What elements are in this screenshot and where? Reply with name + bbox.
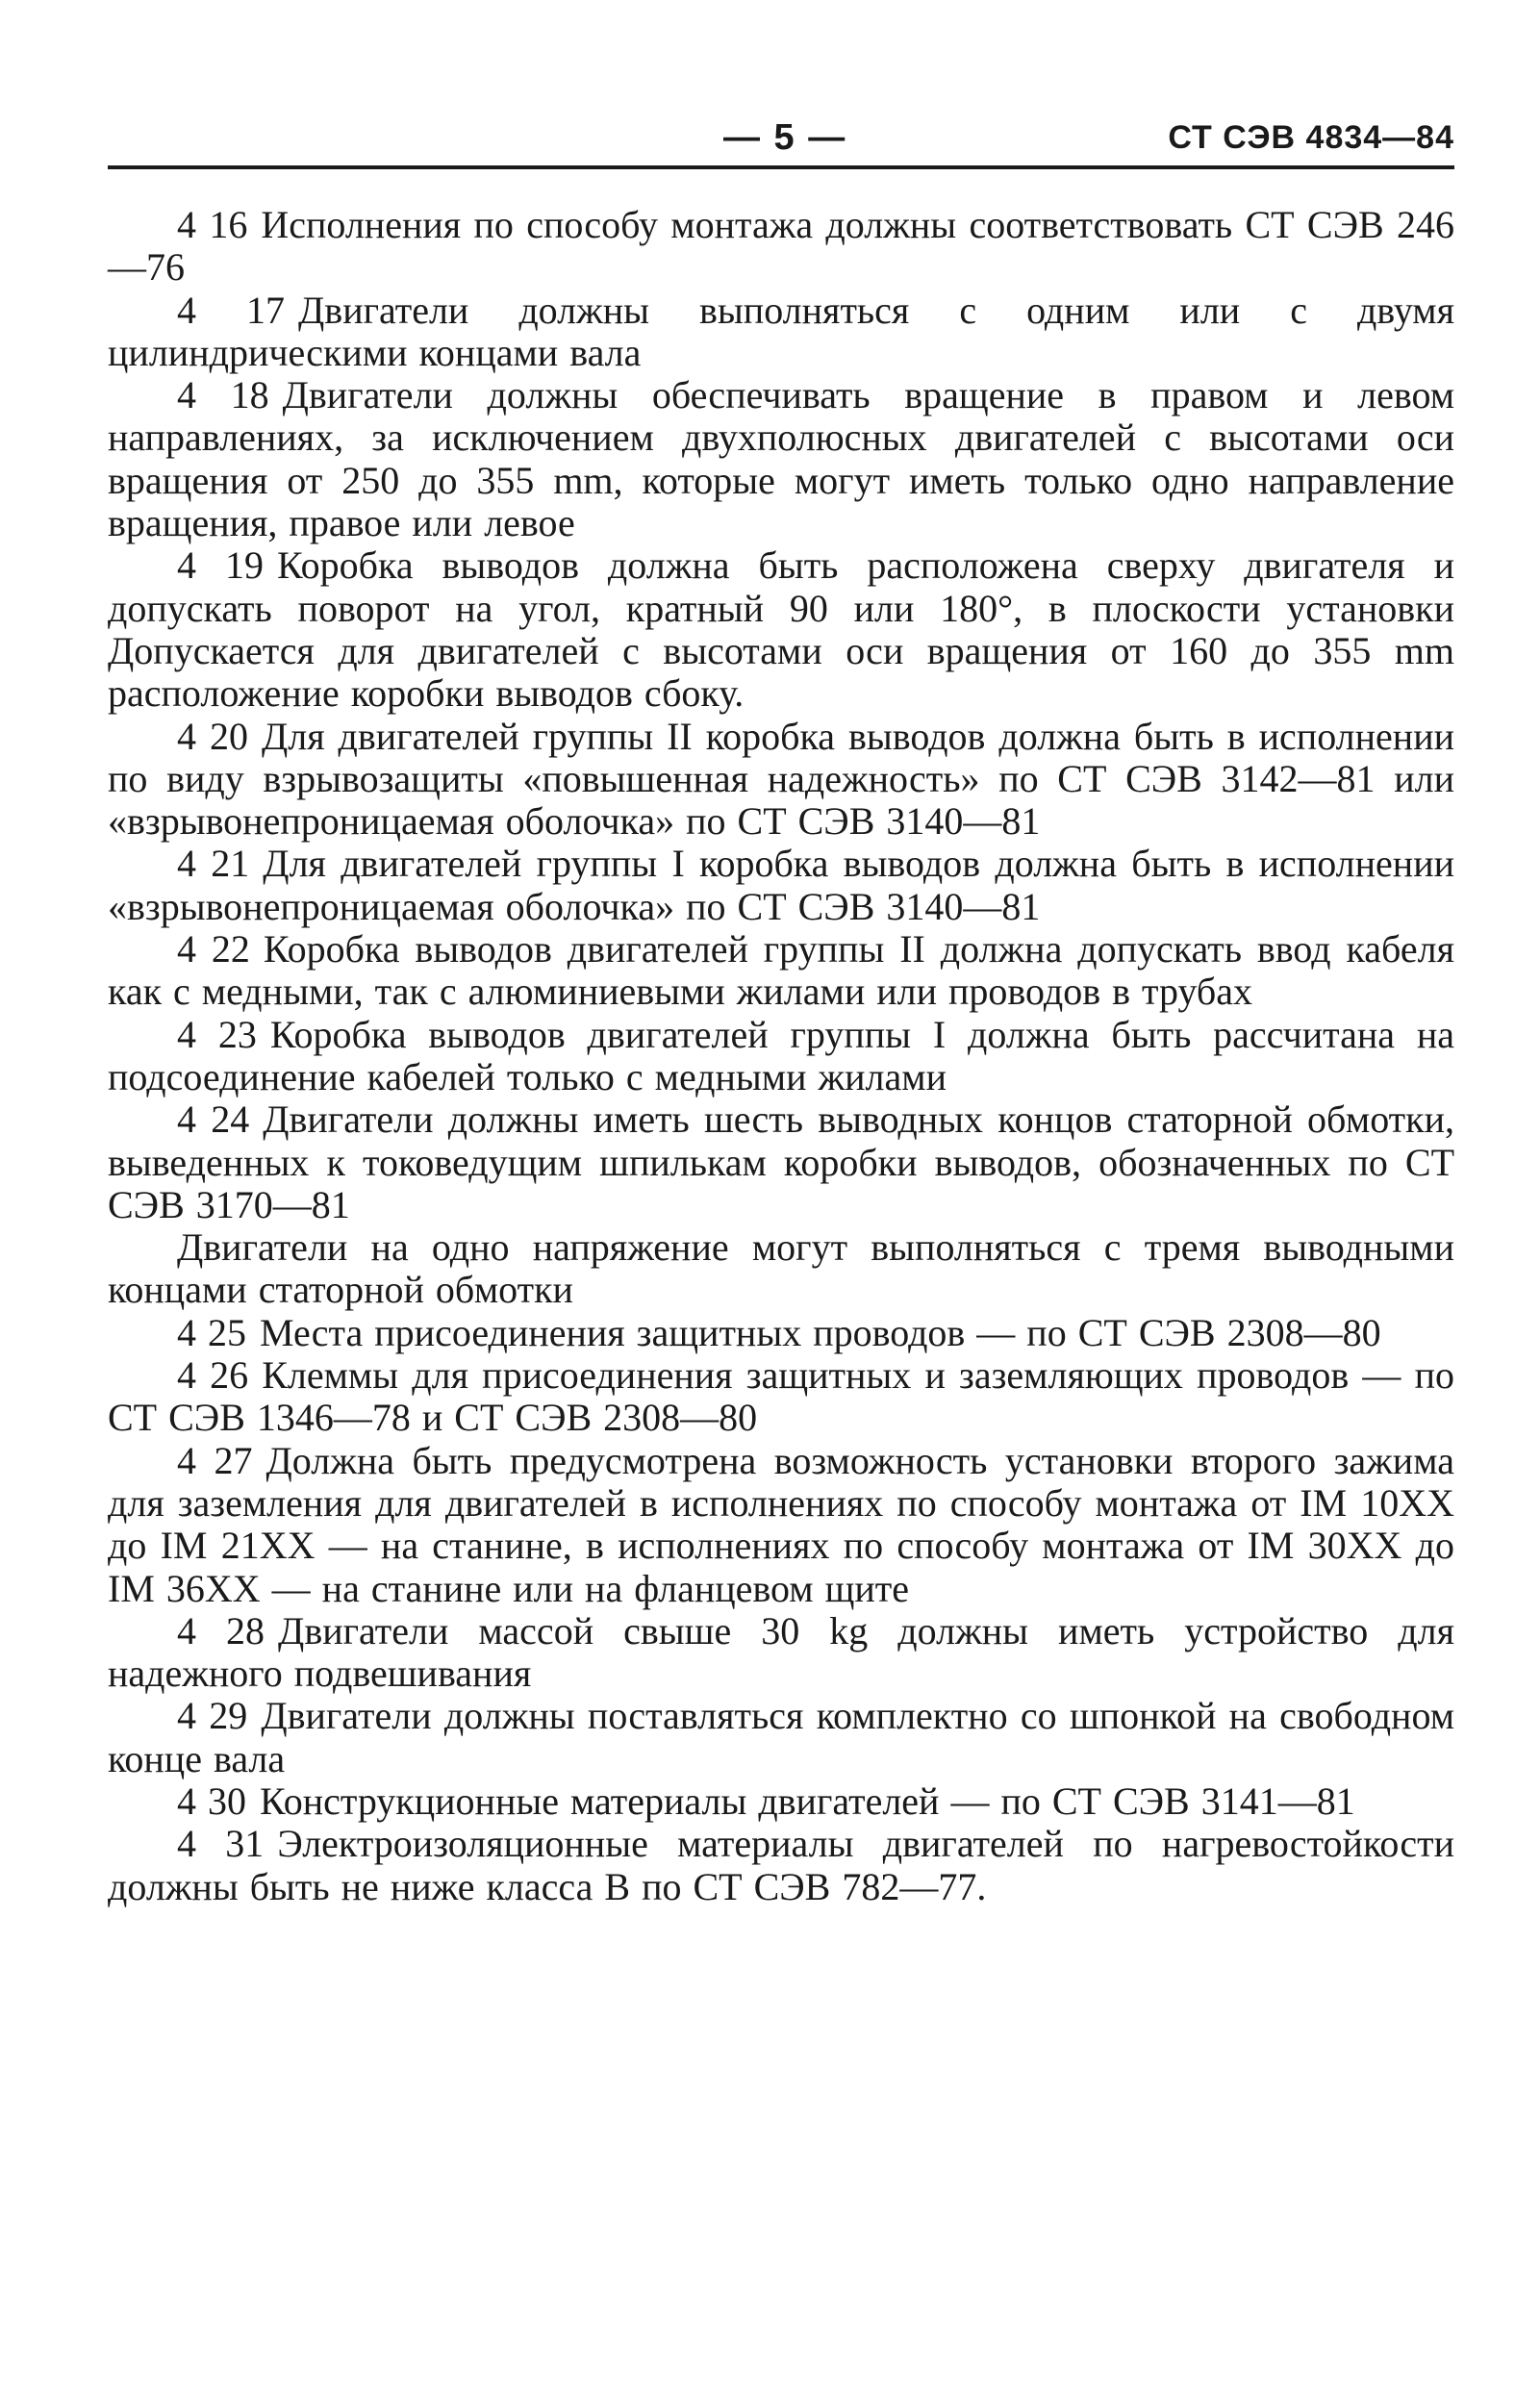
paragraph-4-20	[108, 716, 1454, 844]
page-header	[108, 114, 1454, 171]
header-rule	[108, 165, 1454, 169]
paragraph-number: 4 31	[177, 1822, 265, 1866]
paragraph-4-25	[108, 1312, 1454, 1354]
paragraph-number: 4 28	[177, 1608, 265, 1653]
paragraph-4-29	[108, 1695, 1454, 1780]
paragraph-text: Двигатели должны иметь шесть выводных концов статорной обмотки, выведенных к токоведущим шпилькам коробки выводов, обозначенных по СТ СЭВ 3170—81	[108, 1098, 1455, 1226]
paragraph-number: 4 18	[177, 373, 269, 417]
paragraph-number: 4 30	[177, 1779, 246, 1823]
paragraph-text: Двигатели массой свыше 30 kg должны иметь устройство для надежного подвешивания	[108, 1608, 1455, 1696]
paragraph-number: 4 29	[177, 1694, 248, 1738]
paragraph-text: Электроизоляционные материалы двигателей по нагревостойкости должны быть не ниже класса В по СТ СЭВ 782—77.	[108, 1822, 1455, 1908]
document-body	[108, 204, 1454, 1908]
paragraph-4-21	[108, 843, 1454, 928]
paragraph-4-31	[108, 1823, 1454, 1908]
paragraph-text: Для двигателей группы I коробка выводов должна быть в исполнении «взрывонепроницаемая оболочка» по СТ СЭВ 3140—81	[108, 842, 1455, 928]
paragraph-text: Двигатели должны поставляться комплектно со шпонкой на свободном конце вала	[108, 1694, 1455, 1780]
page-number: — 5 —	[723, 117, 847, 158]
paragraph-number: 4 19	[177, 543, 264, 588]
paragraph-text: Двигатели должны обеспечивать вращение в правом и левом направлениях, за исключением двухполюсных двигателей с высотами оси вращения от 250 до 355 mm, которые могут иметь только одно направление вращения, правое или левое	[108, 373, 1454, 545]
paragraph-number: 4 20	[177, 714, 248, 758]
paragraph-4-16	[108, 204, 1454, 290]
paragraph-4-28	[108, 1610, 1454, 1696]
paragraph-text: Двигатели на одно напряжение могут выполняться с тремя выводными концами статорной обмотки	[108, 1225, 1454, 1312]
paragraph-number: 4 22	[177, 927, 250, 971]
standard-code: СТ СЭВ 4834—84	[1168, 119, 1454, 156]
paragraph-4-26	[108, 1354, 1454, 1440]
paragraph-4-24	[108, 1098, 1454, 1226]
paragraph-text: Коробка выводов двигателей группы II должна допускать ввод кабеля как с медными, так с алюминиевыми жилами или проводов в трубах	[108, 927, 1454, 1014]
paragraph-4-27	[108, 1440, 1454, 1610]
paragraph-4-17	[108, 290, 1454, 375]
paragraph-text: Двигатели должны выполняться с одним или с двумя цилиндрическими концами вала	[108, 288, 1455, 374]
paragraph-number: 4 17	[177, 288, 286, 332]
paragraph-text: Должна быть предусмотрена возможность установки второго зажима для заземления для двигателей в исполнениях по способу монтажа от IM 10XX до IM 21XX — на станине, в исполнениях по способу монтажа от IM 30XX до IM 36XX — на станине или на фланцевом щите	[108, 1438, 1455, 1610]
paragraph-text: Коробка выводов двигателей группы I должна быть рассчитана на подсоединение кабелей только с медными жилами	[108, 1012, 1455, 1098]
paragraph-4-24-continued	[108, 1226, 1454, 1312]
paragraph-4-18	[108, 374, 1454, 544]
paragraph-number: 4 16	[177, 203, 248, 246]
paragraph-text: Клеммы для присоединения защитных и заземляющих проводов — по СТ СЭВ 1346—78 и СТ СЭВ 2308—80	[108, 1353, 1455, 1440]
paragraph-4-22	[108, 928, 1454, 1014]
paragraph-text: Для двигателей группы II коробка выводов должна быть в исполнении по виду взрывозащиты «повышенная надежность» по СТ СЭВ 3142—81 или «взрывонепроницаемая оболочка» по СТ СЭВ 3140—81	[108, 714, 1455, 844]
paragraph-number: 4 27	[177, 1438, 253, 1482]
paragraph-text: Конструкционные материалы двигателей — по СТ СЭВ 3141—81	[260, 1779, 1355, 1823]
paragraph-number: 4 25	[177, 1310, 246, 1354]
paragraph-text: Коробка выводов должна быть расположена сверху двигателя и допускать поворот на угол, кратный 90 или 180°, в плоскости установки Допускается для двигателей с высотами оси вращения от 160 до 355 mm расположение коробки выводов сбоку.	[108, 543, 1454, 716]
paragraph-4-19	[108, 544, 1454, 715]
paragraph-text: Исполнения по способу монтажа должны соответствовать СТ СЭВ 246—76	[108, 203, 1455, 290]
paragraph-text: Места присоединения защитных проводов — по СТ СЭВ 2308—80	[260, 1310, 1381, 1354]
paragraph-number: 4 23	[177, 1012, 257, 1056]
paragraph-4-30	[108, 1780, 1454, 1823]
paragraph-number: 4 24	[177, 1098, 250, 1142]
paragraph-number: 4 21	[177, 842, 250, 886]
paragraph-4-23	[108, 1014, 1454, 1099]
paragraph-number: 4 26	[177, 1353, 249, 1398]
